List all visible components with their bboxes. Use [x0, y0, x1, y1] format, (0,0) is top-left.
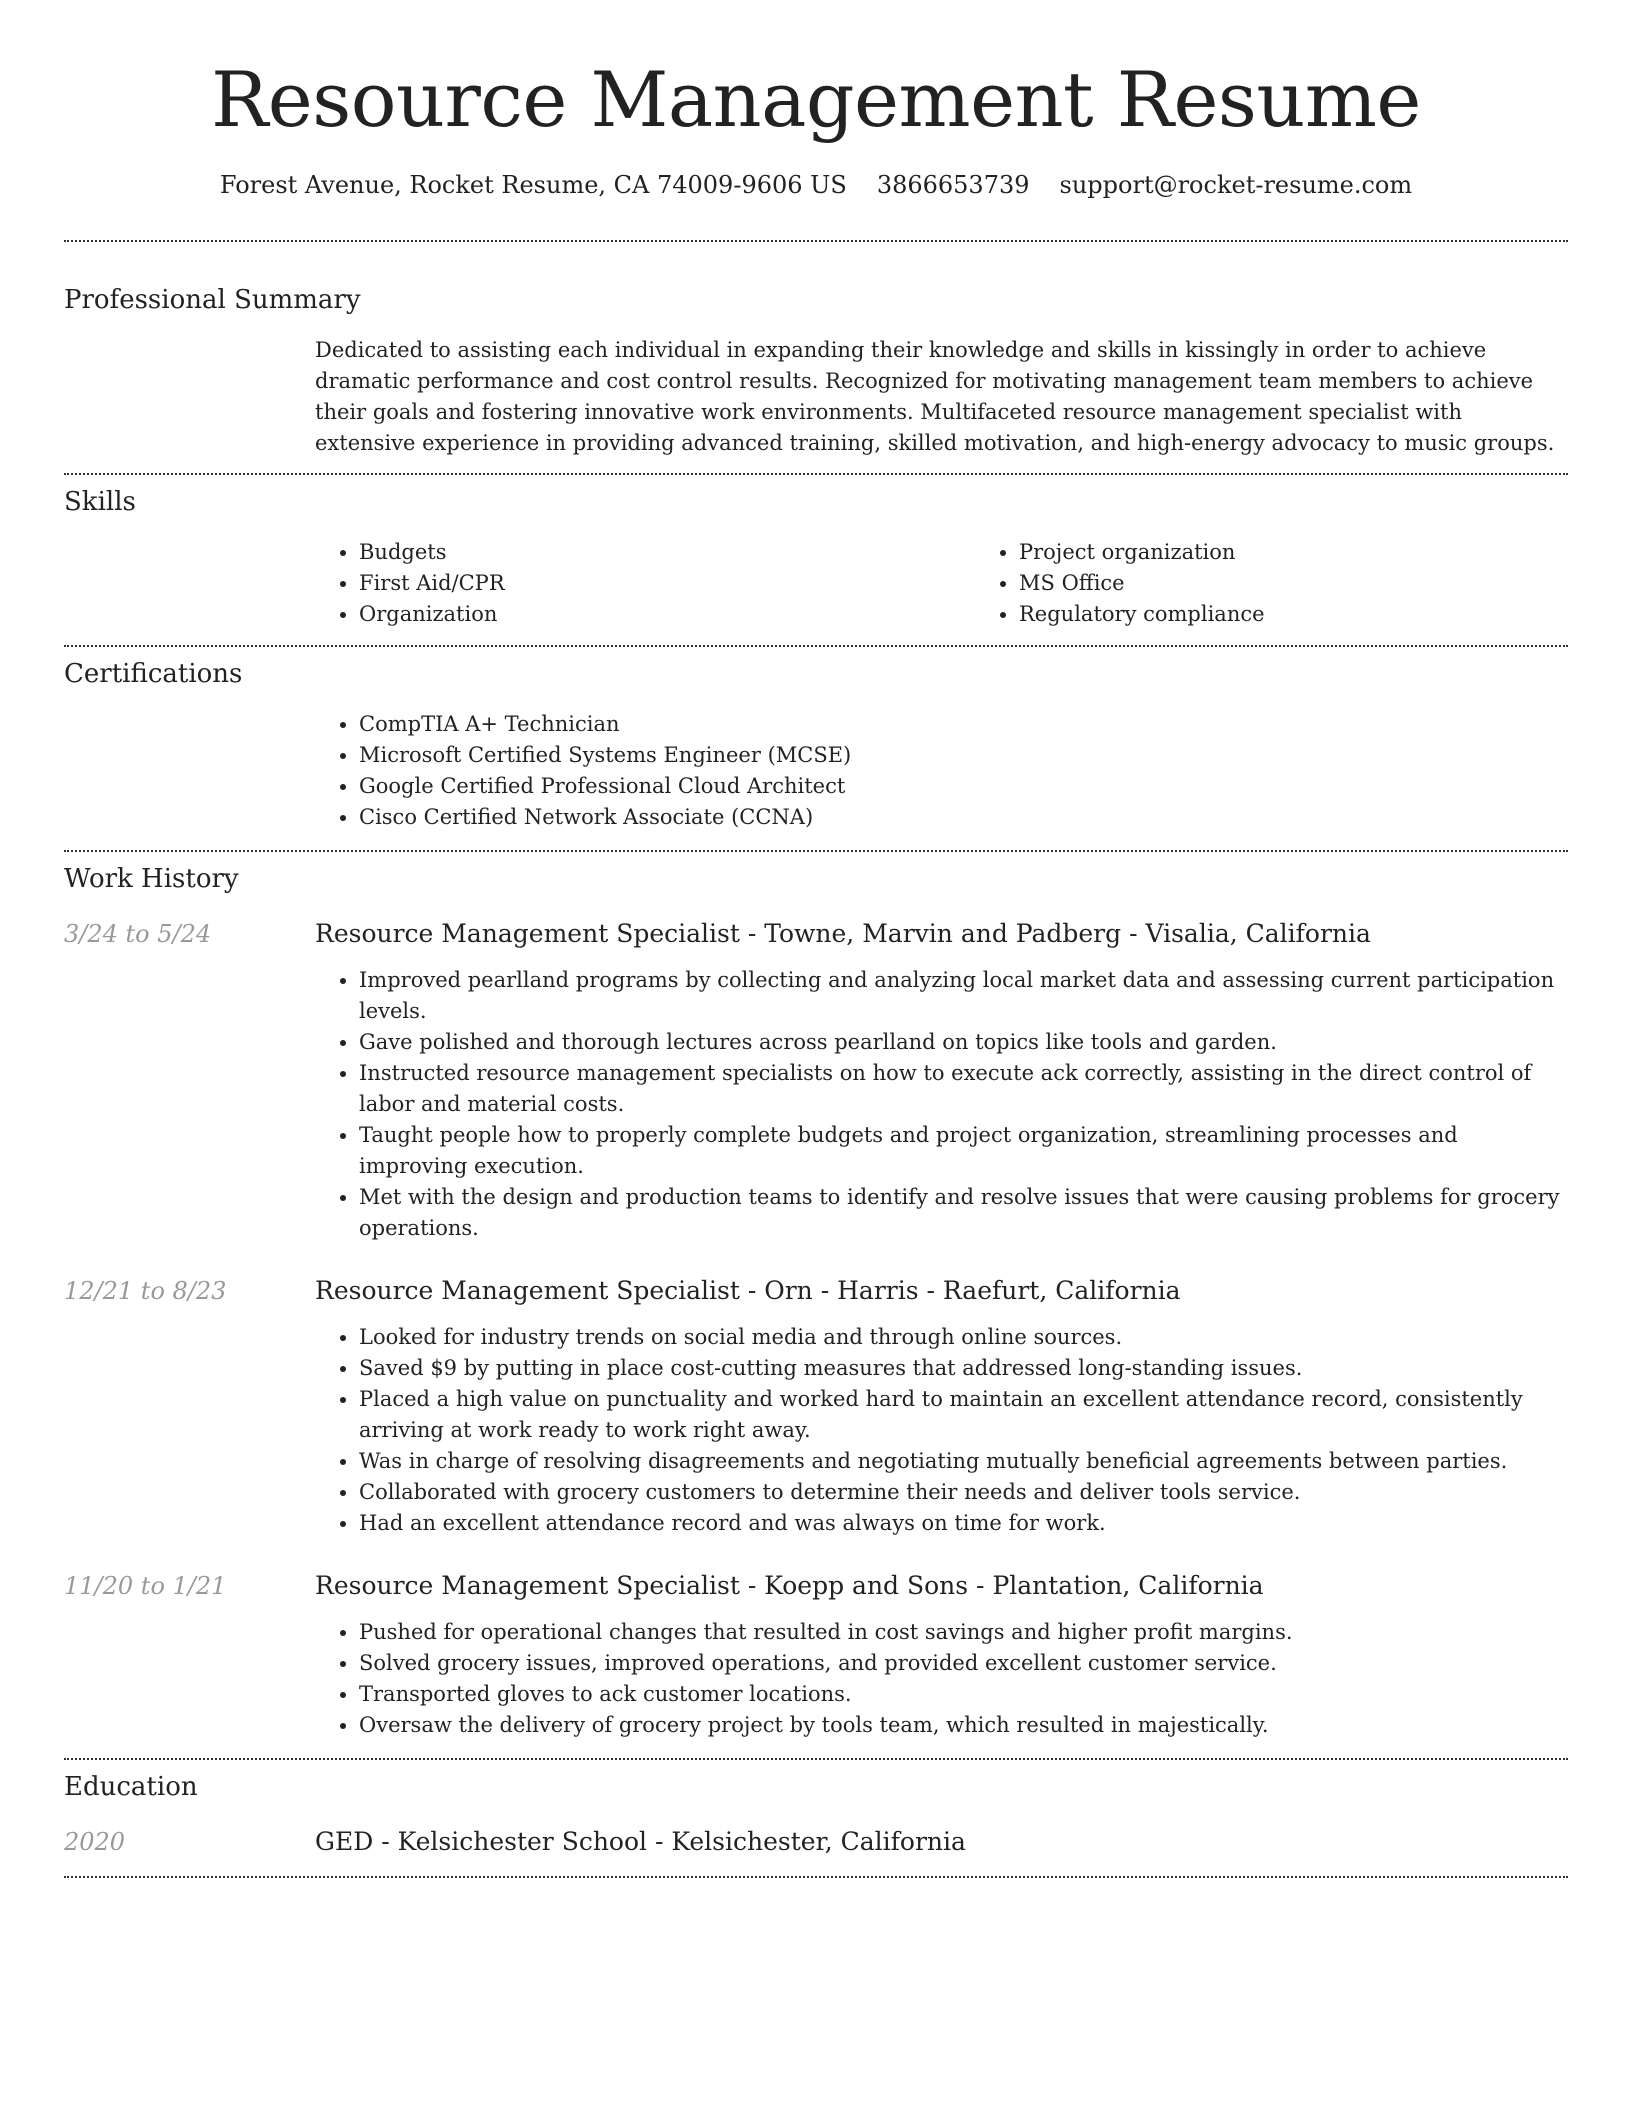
certification-item: • Cisco Certified Network Associate (CCNA)	[359, 802, 1568, 833]
education-divider	[64, 1876, 1568, 1878]
job-bullet: • Oversaw the delivery of grocery project by tools team, which resulted in majestically.	[359, 1710, 1568, 1741]
job-bullet: • Met with the design and production teams to identify and resolve issues that were causing problems for grocery operations.	[359, 1182, 1568, 1244]
job-bullet: • Gave polished and thorough lectures across pearlland on topics like tools and garden.	[359, 1027, 1568, 1058]
education-title: GED - Kelsichester School - Kelsichester, California	[315, 1827, 966, 1856]
certifications-section	[64, 647, 1568, 850]
job-date: 3/24 to 5/24	[64, 920, 212, 948]
contact-phone: 3866653739	[876, 171, 1030, 199]
contact-address: Forest Avenue, Rocket Resume, CA 74009-9606 US	[219, 171, 847, 199]
job-date: 12/21 to 8/23	[64, 1277, 227, 1305]
job-bullet: • Pushed for operational changes that resulted in cost savings and higher profit margins.	[359, 1617, 1568, 1648]
job-bullets	[315, 965, 1568, 1244]
skills-section	[64, 475, 1568, 645]
skill-item: • Project organization	[1019, 537, 1632, 568]
job-title: Resource Management Specialist - Koepp and Sons - Plantation, California	[315, 1571, 1264, 1600]
resume-title: Resource Management Resume	[211, 55, 1421, 144]
certifications-list	[315, 709, 1568, 833]
skills-left-spacer	[64, 537, 315, 630]
education-date: 2020	[64, 1828, 126, 1856]
contact-email[interactable]: support@rocket-resume.com	[1059, 171, 1413, 199]
job-bullets	[315, 1617, 1568, 1741]
summary-section	[64, 242, 1568, 473]
summary-heading: Professional Summary	[64, 285, 361, 315]
work-heading: Work History	[64, 864, 239, 894]
skill-item: • Budgets	[359, 537, 975, 568]
job-entry	[64, 1274, 1568, 1539]
skill-item: • Regulatory compliance	[1019, 599, 1632, 630]
skills-list-right	[975, 537, 1632, 630]
summary-left-spacer	[64, 335, 315, 459]
contact-line	[64, 168, 1568, 202]
job-bullet: • Was in charge of resolving disagreements and negotiating mutually beneficial agreements between parties.	[359, 1446, 1568, 1477]
job-entry	[64, 1569, 1568, 1758]
job-bullet: • Transported gloves to ack customer locations.	[359, 1679, 1568, 1710]
job-title: Resource Management Specialist - Towne, Marvin and Padberg - Visalia, California	[315, 919, 1371, 948]
certifications-heading: Certifications	[64, 659, 243, 689]
skills-heading: Skills	[64, 487, 136, 517]
job-bullet: • Instructed resource management specialists on how to execute ack correctly, assisting in the direct control of labor and material costs.	[359, 1058, 1568, 1120]
job-date: 11/20 to 1/21	[64, 1572, 227, 1600]
job-bullets	[315, 1322, 1568, 1539]
job-bullet: • Saved $9 by putting in place cost-cutting measures that addressed long-standing issues.	[359, 1353, 1568, 1384]
education-section	[64, 1760, 1568, 1876]
job-bullet: • Looked for industry trends on social media and through online sources.	[359, 1322, 1568, 1353]
job-title: Resource Management Specialist - Orn - Harris - Raefurt, California	[315, 1276, 1181, 1305]
work-section	[64, 852, 1568, 1758]
skill-item: • MS Office	[1019, 568, 1632, 599]
summary-text: Dedicated to assisting each individual in expanding their knowledge and skills in kissingly in order to achieve dramatic performance and cost control results. Recognized for motivating management team members to achieve their goals and fostering innovative work environments. Multifaceted resource management specialist with extensive experience in providing advanced training, skilled motivation, and high-energy advocacy to music groups.	[315, 338, 1555, 455]
education-entry	[64, 1825, 1568, 1876]
skill-item: • First Aid/CPR	[359, 568, 975, 599]
certification-item: • CompTIA A+ Technician	[359, 709, 1568, 740]
job-bullet: • Improved pearlland programs by collecting and analyzing local market data and assessing current participation levels.	[359, 965, 1568, 1027]
certification-item: • Google Certified Professional Cloud Architect	[359, 771, 1568, 802]
job-entry	[64, 917, 1568, 1244]
job-bullet: • Collaborated with grocery customers to determine their needs and deliver tools service.	[359, 1477, 1568, 1508]
job-bullet: • Had an excellent attendance record and was always on time for work.	[359, 1508, 1568, 1539]
certification-item: • Microsoft Certified Systems Engineer (MCSE)	[359, 740, 1568, 771]
skill-item: • Organization	[359, 599, 975, 630]
job-bullet: • Placed a high value on punctuality and worked hard to maintain an excellent attendance record, consistently arriving at work ready to work right away.	[359, 1384, 1568, 1446]
resume-page	[64, 0, 1568, 1878]
certifications-left-spacer	[64, 709, 315, 833]
education-heading: Education	[64, 1772, 198, 1802]
skills-list-left	[315, 537, 975, 630]
job-bullet: • Taught people how to properly complete budgets and project organization, streamlining processes and improving execution.	[359, 1120, 1568, 1182]
job-bullet: • Solved grocery issues, improved operations, and provided excellent customer service.	[359, 1648, 1568, 1679]
